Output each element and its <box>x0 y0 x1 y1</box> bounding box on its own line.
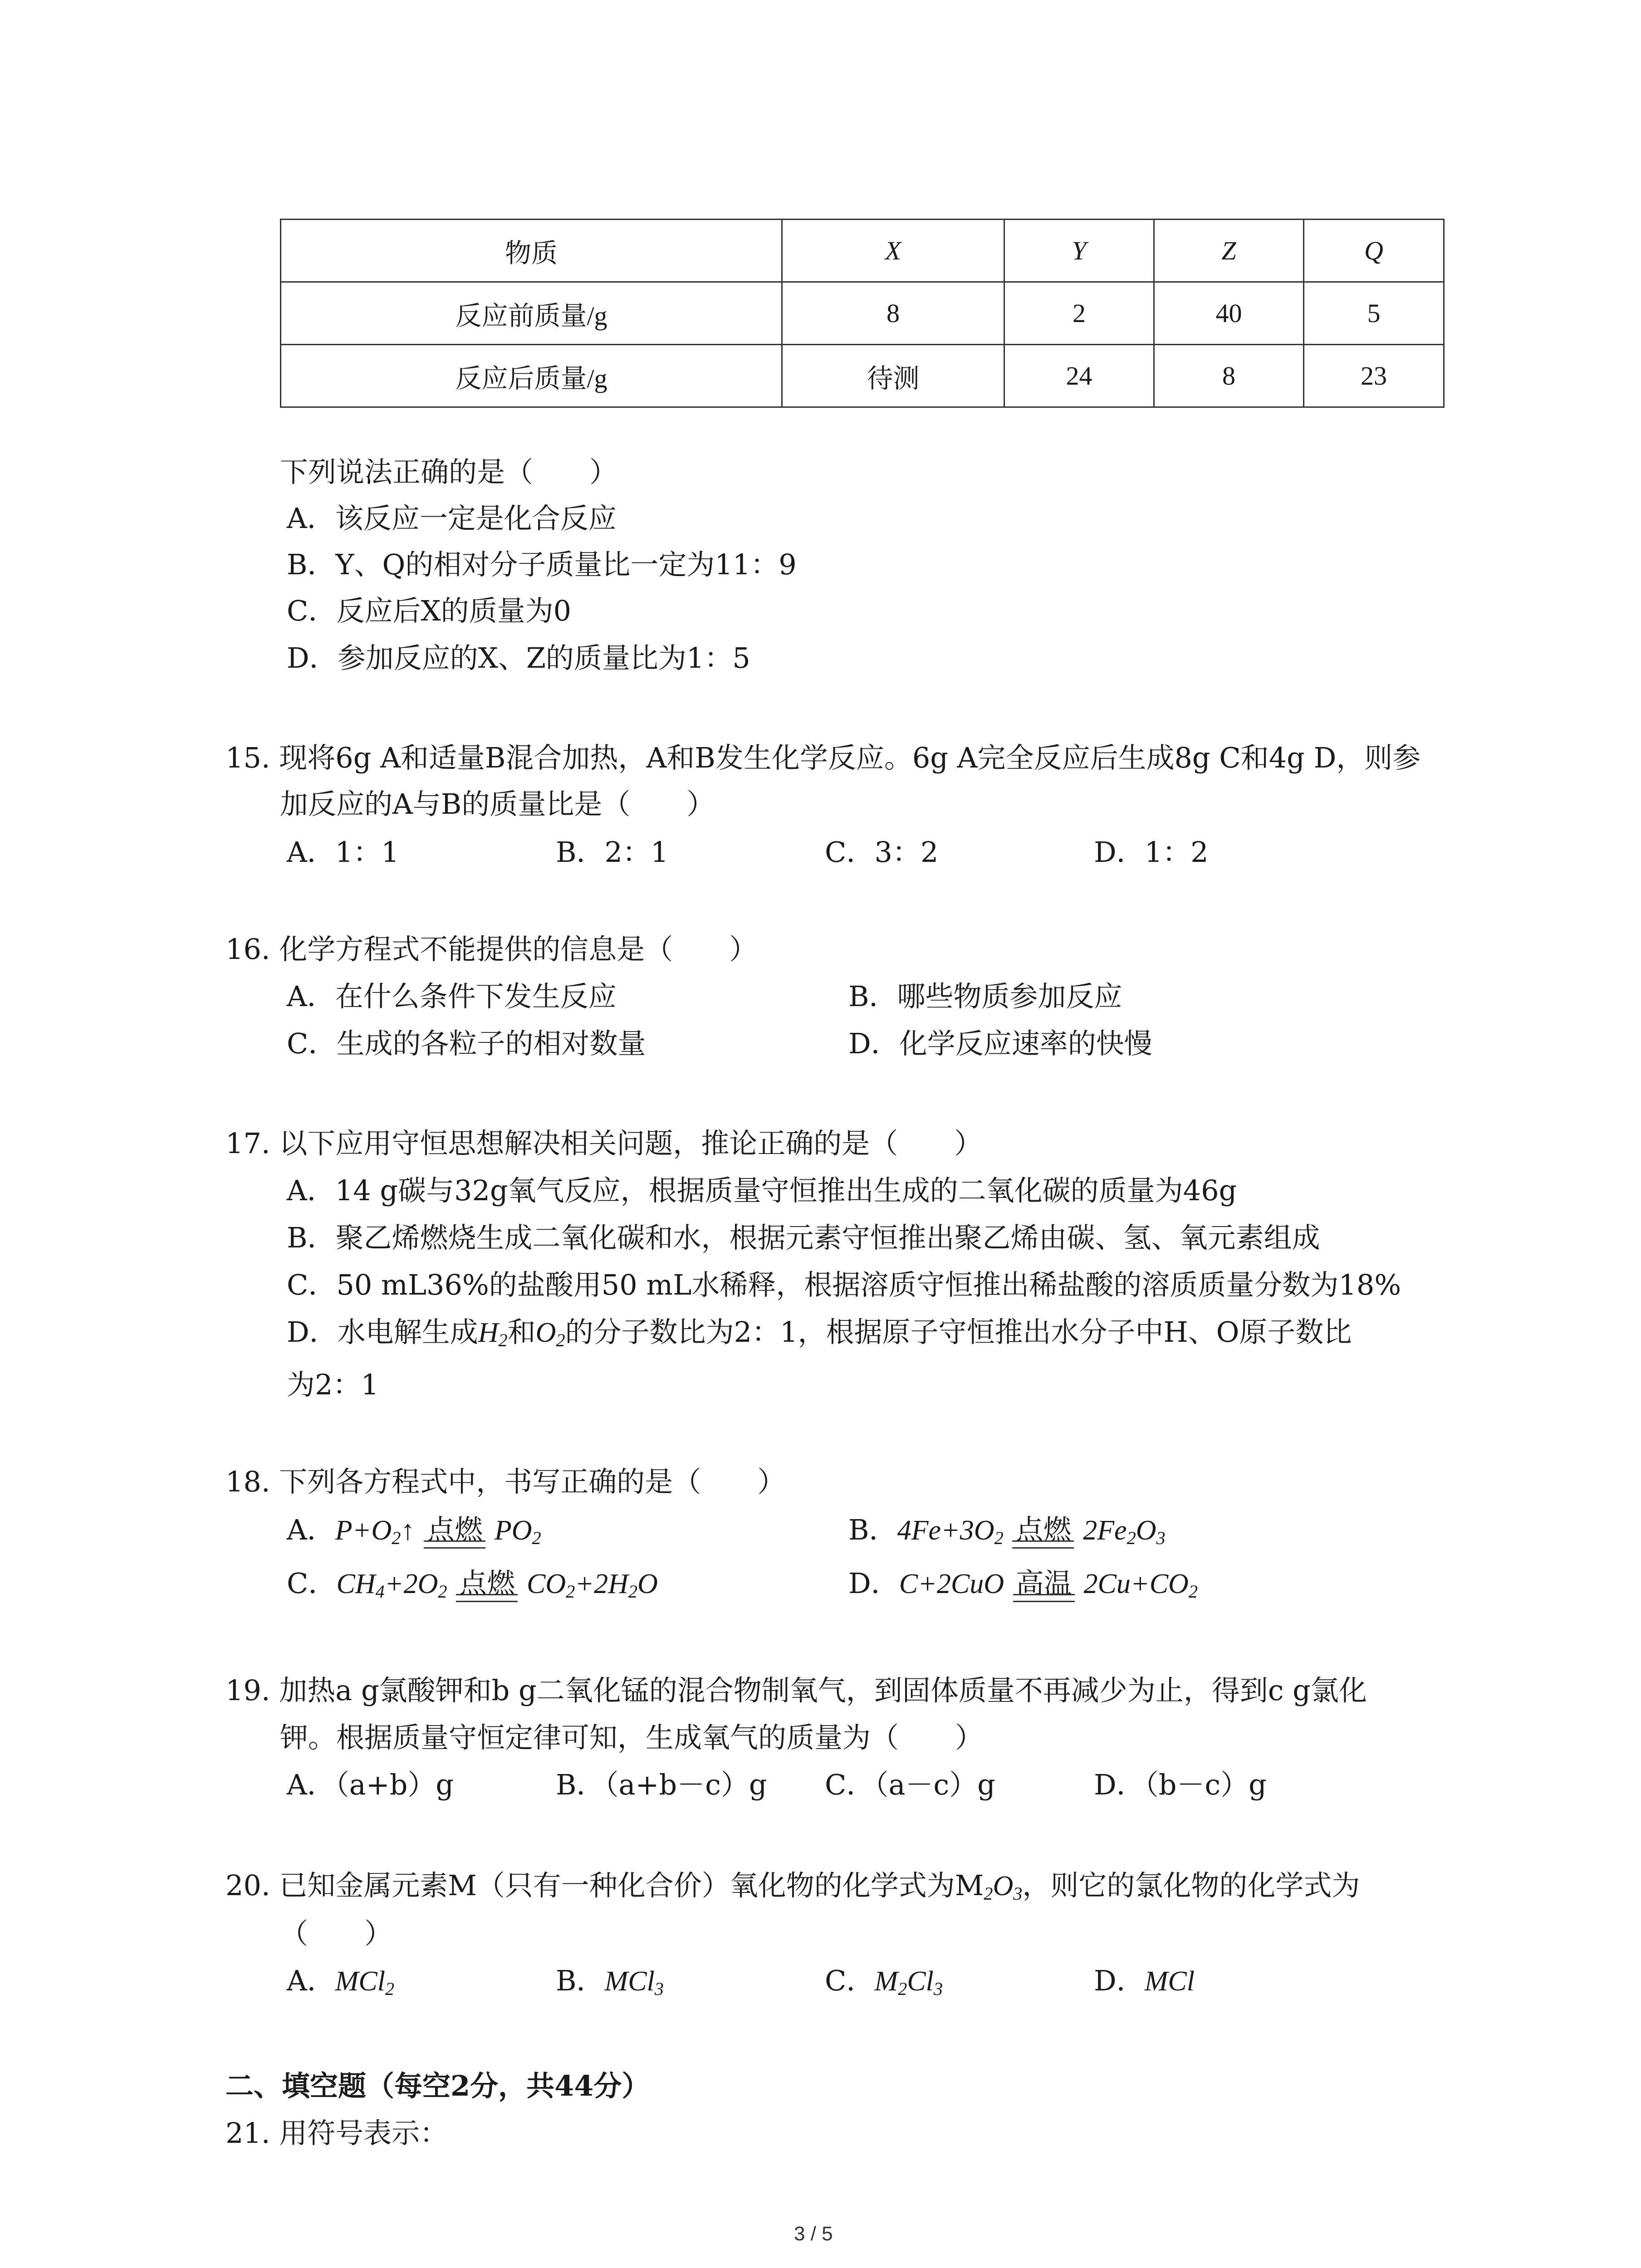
reactants: 4Fe+3O <box>897 1515 994 1546</box>
formula <box>478 1317 508 1351</box>
subscript: 2 <box>628 1581 638 1602</box>
question-15: 15. 现将6g A和适量B混合加热，A和B发生化学反应。6g A完全反应后生成8g C和4g D，则参 <box>225 741 1421 774</box>
question-19: 19. 加热a g氯酸钾和b g二氧化锰的混合物制氧气，到固体质量不再减少为止，得到c g氯化 <box>225 1674 1367 1707</box>
text: 和 <box>507 1315 536 1349</box>
section-heading: 二、填空题（每空2分，共44分） <box>225 2069 650 2102</box>
table-cell: 8 <box>1154 345 1304 407</box>
subscript: 2 <box>898 1979 907 1999</box>
products: +2H <box>575 1569 628 1599</box>
option-label: D． <box>848 1567 899 1600</box>
question-stem: 下列说法正确的是（ ） <box>280 455 618 489</box>
option-d <box>287 1315 1352 1351</box>
subscript: 2 <box>994 1528 1004 1549</box>
symbol: O <box>637 1569 658 1599</box>
subscript: 3 <box>1156 1528 1166 1549</box>
option-b <box>556 1964 664 1999</box>
question-19-cont: 钾。根据质量守恒定律可知，生成氧气的质量为（ ） <box>280 1721 984 1754</box>
table-cell: 2 <box>1004 282 1154 345</box>
symbol: O <box>1136 1515 1156 1546</box>
subscript: 2 <box>532 1528 541 1549</box>
option-label: C． <box>825 1964 875 1997</box>
option-a <box>287 1964 395 1999</box>
text: 的分子数比为2：1，根据原子守恒推出水分子中H、O原子数比 <box>565 1315 1352 1349</box>
table-row <box>281 345 1444 407</box>
formula <box>335 1515 415 1549</box>
formula <box>897 1515 1004 1549</box>
option-label: B． <box>848 1513 897 1546</box>
subscript: 4 <box>375 1581 385 1602</box>
text: 20. 已知金属元素M（只有一种化合价）氧化物的化学式为M <box>225 1869 984 1902</box>
symbol: O <box>535 1317 556 1348</box>
formula <box>336 1569 447 1602</box>
text: ，则它的氯化物的化学式为 <box>1022 1869 1360 1902</box>
table-header-row <box>281 220 1444 282</box>
question-20 <box>225 1869 1360 1904</box>
formula: MCl <box>1144 1966 1195 1997</box>
option-a <box>287 1513 541 1549</box>
formula: MCl <box>604 1966 655 1997</box>
subscript: 3 <box>933 1979 943 1999</box>
option-a: A．在什么条件下发生反应 <box>287 980 617 1013</box>
symbol: Cl <box>907 1966 934 1997</box>
table-cell: Q <box>1304 220 1444 282</box>
table-cell: Z <box>1154 220 1304 282</box>
formula <box>1083 1515 1166 1549</box>
option-label: A． <box>287 1513 335 1546</box>
condition: 点燃 <box>1012 1516 1074 1544</box>
formula: MCl <box>335 1966 386 1997</box>
page-number: 3 / 5 <box>794 2223 833 2245</box>
subscript: 2 <box>392 1528 401 1549</box>
option-label: D． <box>1094 1964 1145 1997</box>
products: CO <box>526 1569 566 1599</box>
question-16: 16. 化学方程式不能提供的信息是（ ） <box>225 933 758 966</box>
option-b <box>848 1513 1166 1549</box>
option-d: D．1：2 <box>1094 836 1209 869</box>
question-17: 17. 以下应用守恒思想解决相关问题，推论正确的是（ ） <box>225 1127 983 1160</box>
subscript: 2 <box>1127 1528 1136 1549</box>
option-b: B．2：1 <box>556 836 669 869</box>
option-b: B．Y、Q的相对分子质量比一定为11：9 <box>287 548 797 581</box>
condition: 点燃 <box>424 1516 485 1544</box>
symbol: H <box>478 1317 499 1348</box>
table-cell: 23 <box>1304 345 1444 407</box>
option-a: A．1：1 <box>287 836 399 869</box>
option-label: A． <box>287 1964 335 1997</box>
option-c <box>287 1569 658 1601</box>
mass-table <box>280 219 1445 408</box>
symbol: O <box>993 1871 1014 1901</box>
reactants: C+2CuO <box>899 1569 1004 1599</box>
option-d: D．化学反应速率的快慢 <box>848 1027 1152 1060</box>
option-d: D．（b－c）g <box>1094 1768 1267 1801</box>
subscript: 2 <box>385 1979 395 1999</box>
option-c: C．生成的各粒子的相对数量 <box>287 1027 646 1060</box>
text: D．水电解生成 <box>287 1315 478 1349</box>
option-c: C．（a－c）g <box>825 1768 995 1801</box>
reactants: CH <box>336 1569 376 1599</box>
table-cell: 反应后质量/g <box>281 345 782 407</box>
formula <box>494 1515 541 1549</box>
table-cell: 24 <box>1004 345 1154 407</box>
subscript: 2 <box>1188 1581 1198 1602</box>
formula <box>526 1569 658 1602</box>
option-b: B．哪些物质参加反应 <box>848 980 1122 1013</box>
option-label: C． <box>287 1567 337 1600</box>
subscript: 2 <box>984 1883 993 1904</box>
question-20-cont: （ ） <box>280 1917 393 1950</box>
option-c: C．50 mL36%的盐酸用50 mL水稀释，根据溶质守恒推出稀盐酸的溶质质量分数为18% <box>287 1268 1401 1301</box>
option-d: D．参加反应的X、Z的质量比为1：5 <box>287 641 750 675</box>
subscript: 3 <box>1013 1883 1023 1904</box>
table-cell: 40 <box>1154 282 1304 345</box>
gas-arrow: ↑ <box>401 1515 415 1546</box>
table-cell: 待测 <box>782 345 1004 407</box>
table-cell: 8 <box>782 282 1004 345</box>
subscript: 2 <box>556 1330 565 1351</box>
subscript: 2 <box>498 1330 508 1351</box>
option-c: C．3：2 <box>825 836 939 869</box>
option-a: A．14 g碳与32g氧气反应，根据质量守恒推出生成的二氧化碳的质量为46g <box>287 1174 1237 1207</box>
option-b: B．聚乙烯燃烧生成二氧化碳和水，根据元素守恒推出聚乙烯由碳、氢、氧元素组成 <box>287 1221 1320 1254</box>
subscript: 2 <box>438 1581 447 1602</box>
formula <box>874 1966 943 1997</box>
option-c <box>825 1964 943 1999</box>
table-cell: Y <box>1004 220 1154 282</box>
option-b: B．（a+b－c）g <box>556 1768 767 1801</box>
table-cell: 反应前质量/g <box>281 282 782 345</box>
table-cell: 物质 <box>281 220 782 282</box>
option-a: A．（a+b）g <box>287 1768 454 1801</box>
reactants: P+O <box>335 1515 392 1546</box>
option-label: B． <box>556 1964 605 1997</box>
question-15-cont: 加反应的A与B的质量比是（ ） <box>280 787 715 821</box>
products: PO <box>494 1515 532 1546</box>
option-d <box>1094 1964 1195 1997</box>
symbol: O <box>417 1569 438 1599</box>
option-c: C．反应后X的质量为0 <box>287 594 572 627</box>
option-d-cont: 为2：1 <box>287 1368 379 1401</box>
formula <box>1083 1569 1198 1602</box>
option-a: A．该反应一定是化合反应 <box>287 502 617 535</box>
option-d <box>848 1569 1198 1601</box>
table-cell: X <box>782 220 1004 282</box>
products: 2Fe <box>1083 1515 1127 1546</box>
symbol: M <box>874 1966 898 1997</box>
formula <box>535 1317 565 1351</box>
table-row <box>281 282 1444 345</box>
condition: 点燃 <box>456 1569 518 1598</box>
condition: 高温 <box>1013 1569 1075 1598</box>
question-21: 21. 用符号表示： <box>225 2116 448 2150</box>
subscript: 3 <box>654 1979 664 1999</box>
coefficient: +2 <box>384 1569 418 1599</box>
subscript: 2 <box>566 1581 575 1602</box>
products: 2Cu+CO <box>1083 1569 1189 1599</box>
question-18: 18. 下列各方程式中，书写正确的是（ ） <box>225 1465 786 1498</box>
table-cell: 5 <box>1304 282 1444 345</box>
